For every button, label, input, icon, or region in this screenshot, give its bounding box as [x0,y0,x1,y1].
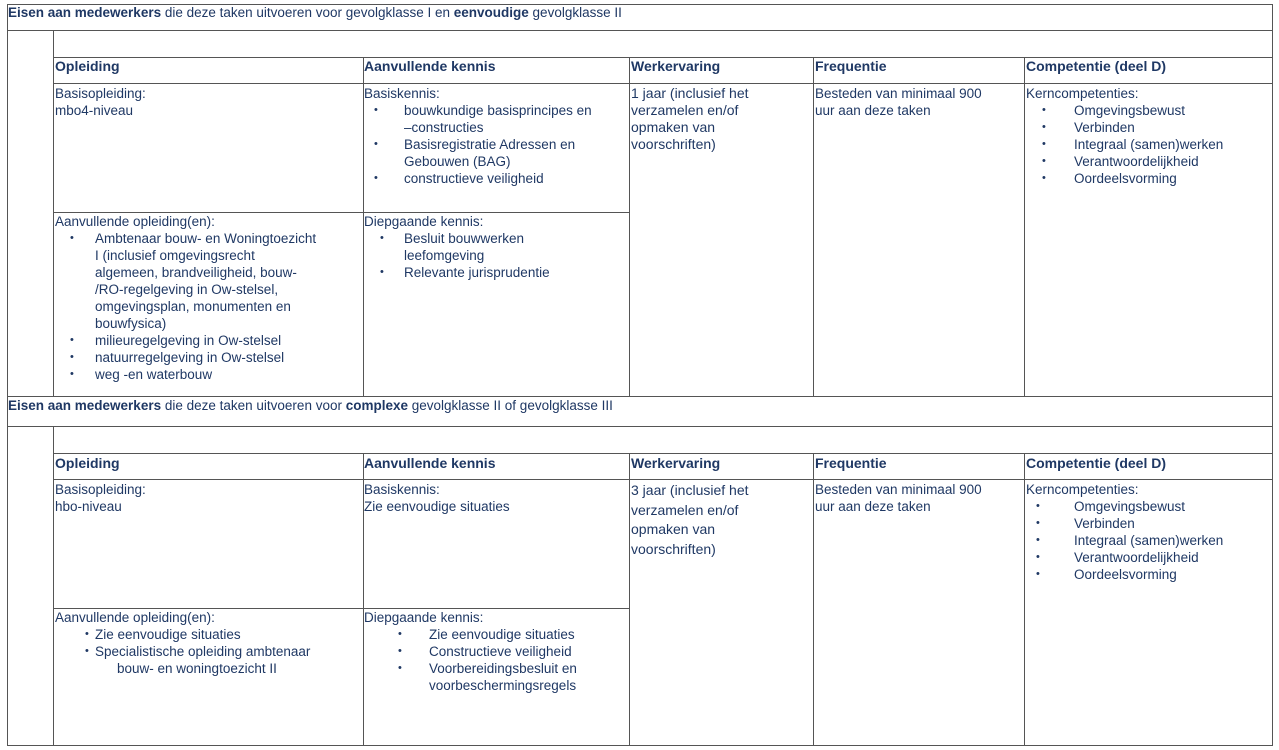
basisopleiding-value: hbo-niveau [55,499,122,514]
diepgaande-kennis-list [380,230,550,281]
diepgaande-kennis-label: Diepgaande kennis: [364,610,484,625]
basiskennis-label: Basiskennis: [364,482,440,497]
list-item: Gebouwen (BAG) [404,154,511,169]
header-competentie: Competentie (deel D) [1026,455,1167,471]
list-item: • weg -en waterbouw [70,367,213,382]
section2-title-plain-1: die deze taken uitvoeren voor [161,398,346,413]
list-item: • Oordeelsvorming [1036,567,1177,582]
list-item: • Verbinden [1042,120,1135,135]
section2-title-plain-2: gevolgklasse II of gevolgklasse III [408,398,613,413]
section1-title [8,4,622,21]
list-item: • Voorbereidingsbesluit en [398,661,577,676]
list-item: omgevingsplan, monumenten en [95,299,291,314]
list-item: • Verantwoordelijkheid [1042,154,1199,169]
header-aanvullende-kennis: Aanvullende kennis [364,58,496,74]
list-item: • Constructieve veiligheid [398,644,572,659]
list-item: • Ambtenaar bouw- en Woningtoezicht [70,231,317,246]
list-item: • Zie eenvoudige situaties [85,627,241,642]
list-item: • Verantwoordelijkheid [1036,550,1199,565]
kerncompetenties-label: Kerncompetenties: [1026,86,1139,101]
list-item: • Basisregistratie Adressen en [374,137,576,152]
list-item: voorbeschermingsregels [429,678,577,693]
header-competentie: Competentie (deel D) [1026,58,1167,74]
header-frequentie: Frequentie [815,58,887,74]
section2-title-bold-1: Eisen aan medewerkers [8,398,162,413]
basisopleiding-label: Basisopleiding: [55,86,146,101]
basiskennis-list [374,102,592,187]
frequentie-text: Besteden van minimaal 900 uur aan deze taken [815,482,982,514]
list-item: • Relevante jurisprudentie [380,265,550,280]
list-item: • Specialistische opleiding ambtenaar [85,644,311,659]
list-item: • milieuregelgeving in Ow-stelsel [70,333,282,348]
section1-title-bold-2: eenvoudige [453,5,529,20]
basisopleiding-value: mbo4-niveau [55,103,134,118]
list-item: bouw- en woningtoezicht II [117,661,277,676]
list-item: –constructies [404,120,484,135]
werkervaring-text: 3 jaar (inclusief het verzamelen en/of opmaken van voorschriften) [631,482,749,557]
list-item: • Integraal (samen)werken [1036,533,1224,548]
section1-title-plain-1: die deze taken uitvoeren voor gevolgklasse I en [161,5,454,20]
kerncompetenties-list [1042,102,1223,187]
list-item: bouwfysica) [95,316,167,331]
list-item: • Zie eenvoudige situaties [398,627,575,642]
list-item: • Besluit bouwwerken [380,231,525,246]
list-item: • Omgevingsbewust [1036,499,1186,514]
header-opleiding: Opleiding [55,58,120,74]
list-item: I (inclusief omgevingsrecht [95,248,255,263]
header-werkervaring: Werkervaring [631,455,721,471]
aanvullende-opleiding-list [85,626,310,677]
header-werkervaring: Werkervaring [631,58,721,74]
list-item: • Omgevingsbewust [1042,103,1186,118]
aanvullende-opleiding-list [70,230,316,383]
header-opleiding: Opleiding [55,455,120,471]
diepgaande-kennis-list [398,626,577,694]
list-item: • constructieve veiligheid [374,171,544,186]
list-item: algemeen, brandveiligheid, bouw- [95,265,297,280]
section1-title-bold-1: Eisen aan medewerkers [8,5,162,20]
frequentie-text: Besteden van minimaal 900 uur aan deze taken [815,86,982,118]
aanvullende-opleiding-label: Aanvullende opleiding(en): [55,610,215,625]
list-item: • natuurregelgeving in Ow-stelsel [70,350,285,365]
section2-title-bold-2: complexe [345,398,408,413]
header-frequentie: Frequentie [815,455,887,471]
diepgaande-kennis-label: Diepgaande kennis: [364,214,484,229]
list-item: /RO-regelgeving in Ow-stelsel, [95,282,279,297]
header-aanvullende-kennis: Aanvullende kennis [364,455,496,471]
basisopleiding-label: Basisopleiding: [55,482,146,497]
list-item: • Oordeelsvorming [1042,171,1177,186]
basiskennis-value: Zie eenvoudige situaties [364,499,510,514]
list-item: • Integraal (samen)werken [1042,137,1224,152]
list-item: • Verbinden [1036,516,1135,531]
section1-title-plain-2: gevolgklasse II [528,5,622,20]
kerncompetenties-label: Kerncompetenties: [1026,482,1139,497]
werkervaring-text: 1 jaar (inclusief het verzamelen en/of opmaken van voorschriften) [631,85,749,152]
list-item: leefomgeving [404,248,485,263]
aanvullende-opleiding-label: Aanvullende opleiding(en): [55,214,215,229]
list-item: • bouwkundige basisprincipes en [374,103,592,118]
kerncompetenties-list [1036,498,1223,583]
section2-title [8,397,613,414]
basiskennis-label: Basiskennis: [364,86,440,101]
